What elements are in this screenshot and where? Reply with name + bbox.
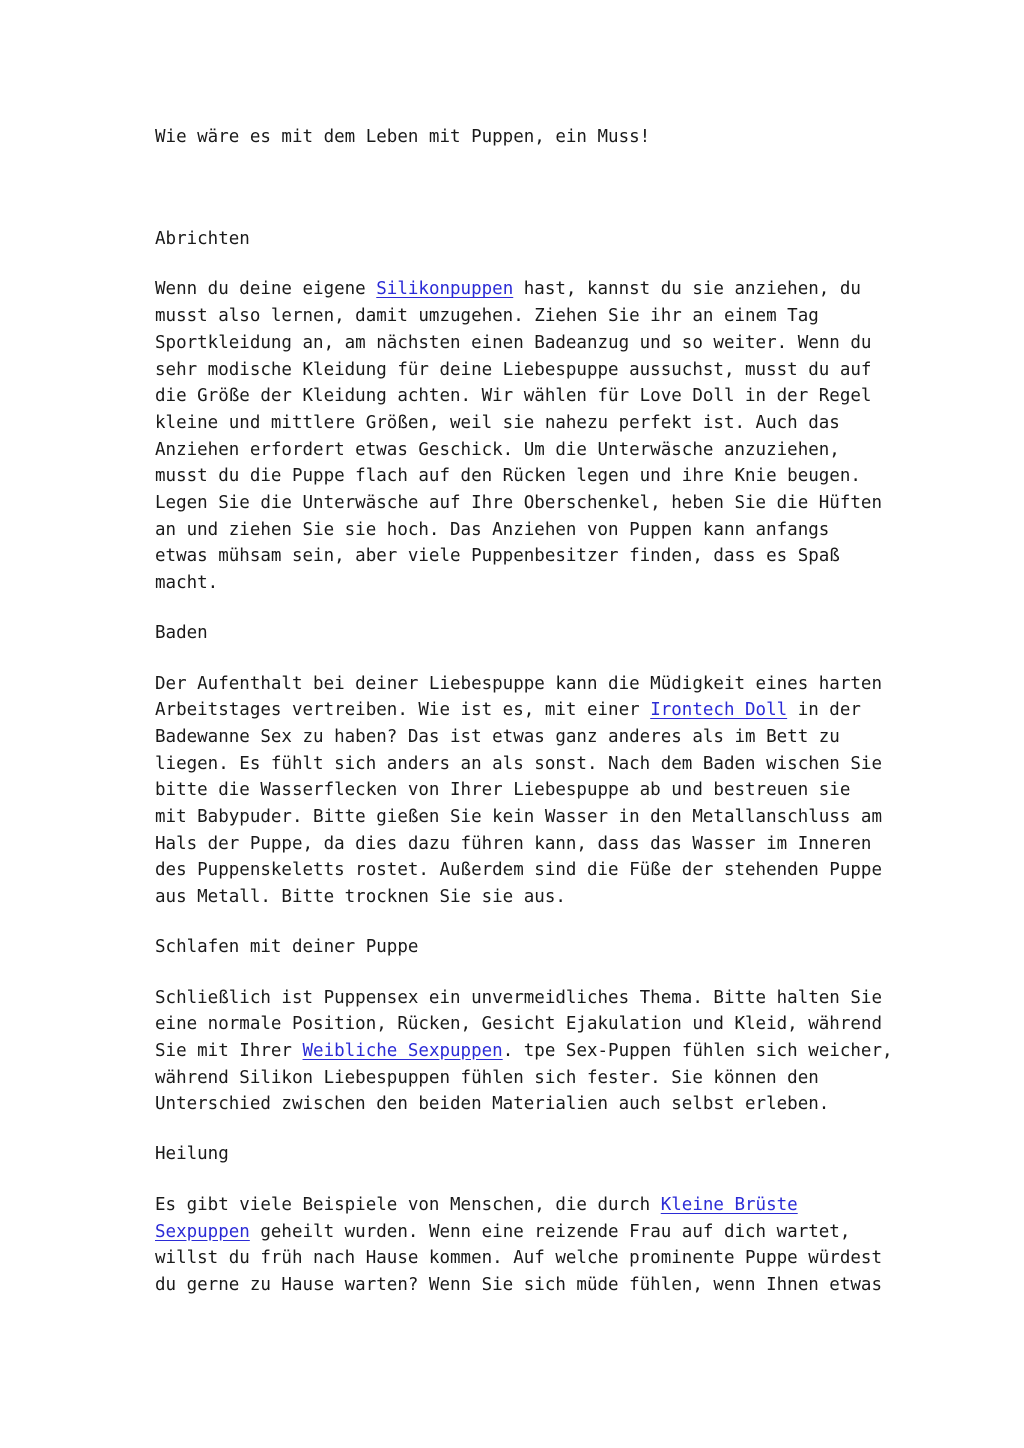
spacer — [155, 961, 895, 985]
inline-link[interactable]: Weibliche Sexpuppen — [302, 1040, 503, 1061]
spacer — [155, 1118, 895, 1141]
paragraph-line: liegen. Es fühlt sich anders an als sonst. Nach dem Baden wischen Sie — [155, 753, 882, 774]
line-text: Wenn du deine eigene — [155, 279, 377, 300]
section-heading: Heilung — [155, 1144, 229, 1165]
paragraph-line: musst also lernen, damit umzugehen. Ziehen Sie ihr an einem Tag — [155, 306, 819, 327]
paragraph-line: macht. — [155, 573, 219, 594]
paragraph-line: eine normale Position, Rücken, Gesicht Ejakulation und Kleid, während — [155, 1014, 882, 1035]
paragraph-line: Sportkleidung an, am nächsten einen Badeanzug und so weiter. Wenn du — [155, 332, 872, 353]
section-paragraph — [155, 985, 895, 1119]
inline-link[interactable]: Silikonpuppen — [376, 279, 514, 300]
document-body — [155, 226, 895, 1299]
line-text: geheilt wurden. Wenn eine reizende Frau auf dich wartet, — [249, 1221, 851, 1242]
spacer — [155, 252, 895, 276]
line-text: . tpe Sex-Puppen fühlen sich weicher, — [502, 1040, 893, 1061]
spacer — [155, 151, 895, 226]
paragraph-line: mit Babypuder. Bitte gießen Sie kein Wasser in den Metallanschluss am — [155, 807, 882, 828]
paragraph-line: Unterschied zwischen den beiden Materialien auch selbst erleben. — [155, 1094, 830, 1115]
spacer — [155, 597, 895, 620]
inline-link[interactable]: Sexpuppen — [155, 1221, 250, 1242]
document-page — [155, 124, 895, 1299]
paragraph-line: sehr modische Kleidung für deine Liebespuppe aussuchst, musst du auf — [155, 359, 872, 380]
line-text: in der — [787, 700, 861, 721]
paragraph-line: du gerne zu Hause warten? Wenn Sie sich müde fühlen, wenn Ihnen etwas — [155, 1274, 882, 1295]
paragraph-line: musst du die Puppe flach auf den Rücken legen und ihre Knie beugen. — [155, 466, 861, 487]
section-paragraph — [155, 1192, 895, 1299]
section-heading: Schlafen mit deiner Puppe — [155, 936, 419, 957]
paragraph-line: Anziehen erfordert etwas Geschick. Um die Unterwäsche anzuziehen, — [155, 439, 840, 460]
paragraph-line: Legen Sie die Unterwäsche auf Ihre Oberschenkel, heben Sie die Hüften — [155, 493, 882, 514]
paragraph-line: bitte die Wasserflecken von Ihrer Liebespuppe ab und bestreuen sie — [155, 780, 851, 801]
section-heading: Baden — [155, 622, 208, 643]
paragraph-line — [155, 697, 895, 724]
section-heading: Abrichten — [155, 228, 250, 249]
line-text: Es gibt viele Beispiele von Menschen, die durch — [155, 1194, 661, 1215]
line-text: hast, kannst du sie anziehen, du — [513, 279, 861, 300]
paragraph-line: an und ziehen Sie sie hoch. Das Anziehen von Puppen kann anfangs — [155, 519, 830, 540]
spacer — [155, 1168, 895, 1192]
paragraph-line: Der Aufenthalt bei deiner Liebespuppe kann die Müdigkeit eines harten — [155, 673, 882, 694]
paragraph-line: willst du früh nach Hause kommen. Auf welche prominente Puppe würdest — [155, 1248, 882, 1269]
document-title: Wie wäre es mit dem Leben mit Puppen, ein Muss! — [155, 127, 651, 147]
spacer — [155, 647, 895, 671]
paragraph-line: kleine und mittlere Größen, weil sie nahezu perfekt ist. Auch das — [155, 412, 840, 433]
paragraph-line — [155, 1219, 895, 1246]
inline-link[interactable]: Irontech Doll — [650, 700, 788, 721]
paragraph-line: aus Metall. Bitte trocknen Sie sie aus. — [155, 887, 566, 908]
paragraph-line: Hals der Puppe, da dies dazu führen kann, dass das Wasser im Inneren — [155, 833, 872, 854]
paragraph-line — [155, 276, 895, 303]
paragraph-line: Schließlich ist Puppensex ein unvermeidliches Thema. Bitte halten Sie — [155, 987, 882, 1008]
section-paragraph — [155, 276, 895, 596]
line-text: Sie mit Ihrer — [155, 1040, 303, 1061]
paragraph-line: des Puppenskeletts rostet. Außerdem sind die Füße der stehenden Puppe — [155, 860, 882, 881]
spacer — [155, 911, 895, 934]
line-text: Arbeitstages vertreiben. Wie ist es, mit einer — [155, 700, 651, 721]
paragraph-line: während Silikon Liebespuppen fühlen sich fester. Sie können den — [155, 1067, 819, 1088]
paragraph-line — [155, 1038, 895, 1065]
paragraph-line — [155, 1192, 895, 1219]
paragraph-line: Badewanne Sex zu haben? Das ist etwas ganz anderes als im Bett zu — [155, 726, 840, 747]
section-paragraph — [155, 671, 895, 911]
paragraph-line: etwas mühsam sein, aber viele Puppenbesitzer finden, dass es Spaß — [155, 546, 840, 567]
paragraph-line: die Größe der Kleidung achten. Wir wählen für Love Doll in der Regel — [155, 386, 872, 407]
inline-link[interactable]: Kleine Brüste — [660, 1194, 798, 1215]
